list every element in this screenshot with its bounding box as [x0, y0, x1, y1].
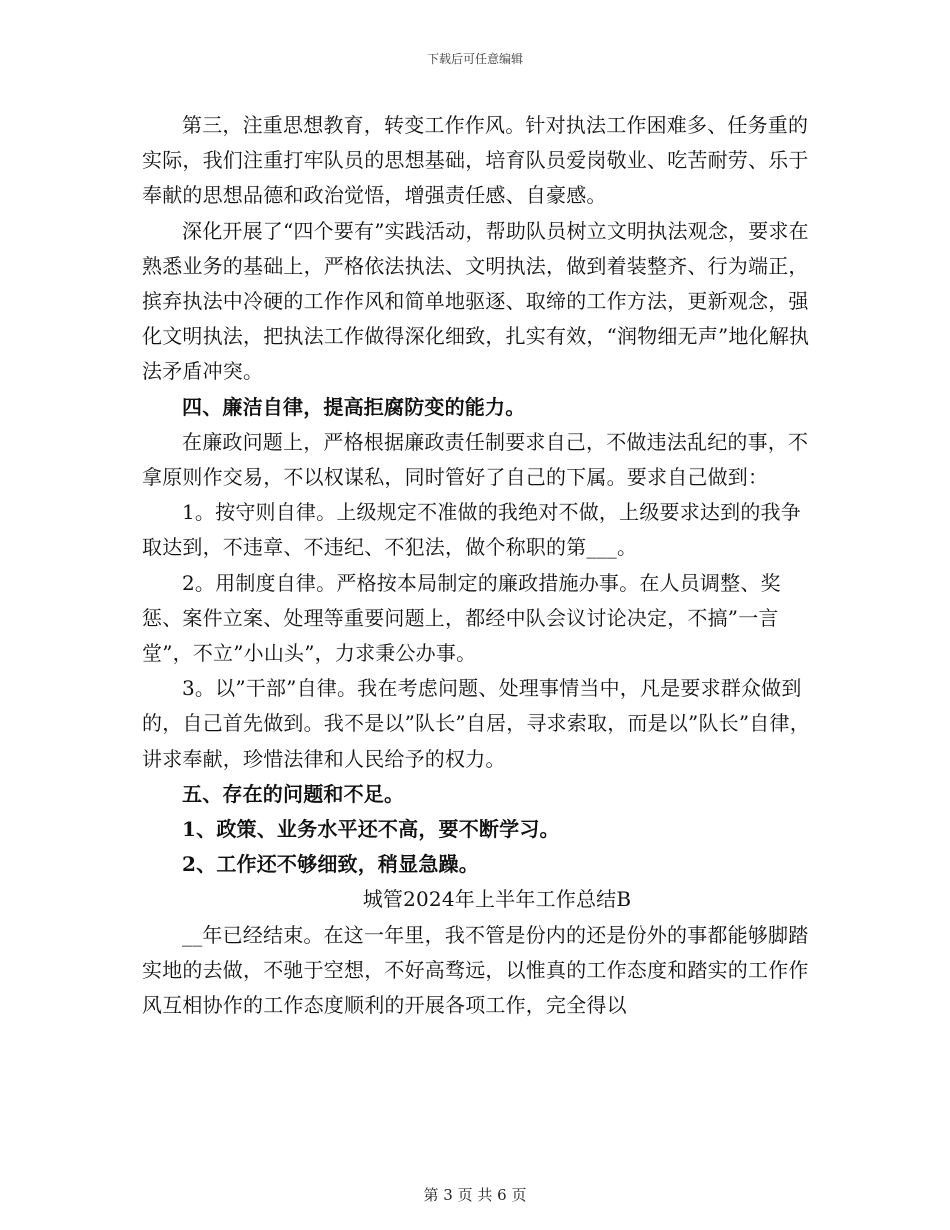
problem-item-policy: 1、政策、业务水平还不高，要不断学习。 [182, 817, 560, 842]
section-heading-integrity: 四、廉洁自律，提高拒腐防变的能力。 [182, 394, 526, 419]
problem-item-detail: 2、工作还不够细致，稍显急躁。 [182, 852, 479, 877]
document-title-b: 城管2024年上半年工作总结B [362, 887, 632, 912]
section-heading-problems: 五、存在的问题和不足。 [182, 781, 405, 806]
paragraph-year-summary: __年已经结束。在这一年里，我不管是份内的还是份外的事都能够脚踏实地的去做，不驰于空想，不好高骛远，以惟真的工作态度和踏实的工作作风互相协作的工作态度顺利的开展各项工作，完全得以 [142, 922, 809, 1018]
list-item-rules: 1。按守则自律。上级规定不准做的我绝对不做，上级要求达到的我争取达到，不违章、不违纪、不犯法，做个称职的第___。 [142, 500, 801, 560]
paragraph-four-musts: 深化开展了“四个要有”实践活动，帮助队员树立文明执法观念，要求在熟悉业务的基础上，严格依法执法、文明执法，做到着装整齐、行为端正，摈弃执法中冷硬的工作作风和简单地驱逐、取缔的工作方法，更新观念，强化文明执法，把执法工作做得深化细致，扎实有效，“润物细无声”地化解执法矛盾冲突。 [142, 218, 810, 384]
list-item-system: 2。用制度自律。严格按本局制定的廉政措施办事。在人员调整、奖惩、案件立案、处理等重要问题上，都经中队会议讨论决定，不搞”一言堂”，不立”小山头”，力求秉公办事。 [142, 570, 781, 666]
paragraph-integrity-intro: 在廉政问题上，严格根据廉政责任制要求自己，不做违法乱纪的事，不拿原则作交易，不以权谋私，同时管好了自己的下属。要求自己做到： [142, 429, 809, 490]
paragraph-education: 第三，注重思想教育，转变工作作风。针对执法工作困难多、任务重的实际，我们注重打牢队员的思想基础，培育队员爱岗敬业、吃苦耐劳、乐于奉献的思想品德和政治觉悟，增强责任感、自豪感。 [142, 113, 809, 208]
list-item-cadre: 3。以”干部”自律。我在考虑问题、处理事情当中，凡是要求群众做到的，自己首先做到。我不是以”队长”自居，寻求索取，而是以”队长”自律，讲求奉献，珍惜法律和人民给予的权力。 [142, 676, 810, 771]
document-body [142, 108, 812, 1023]
page-header: 下载后可任意编辑 [426, 52, 523, 66]
page-footer: 第 3 页 共 6 页 [423, 1186, 527, 1204]
